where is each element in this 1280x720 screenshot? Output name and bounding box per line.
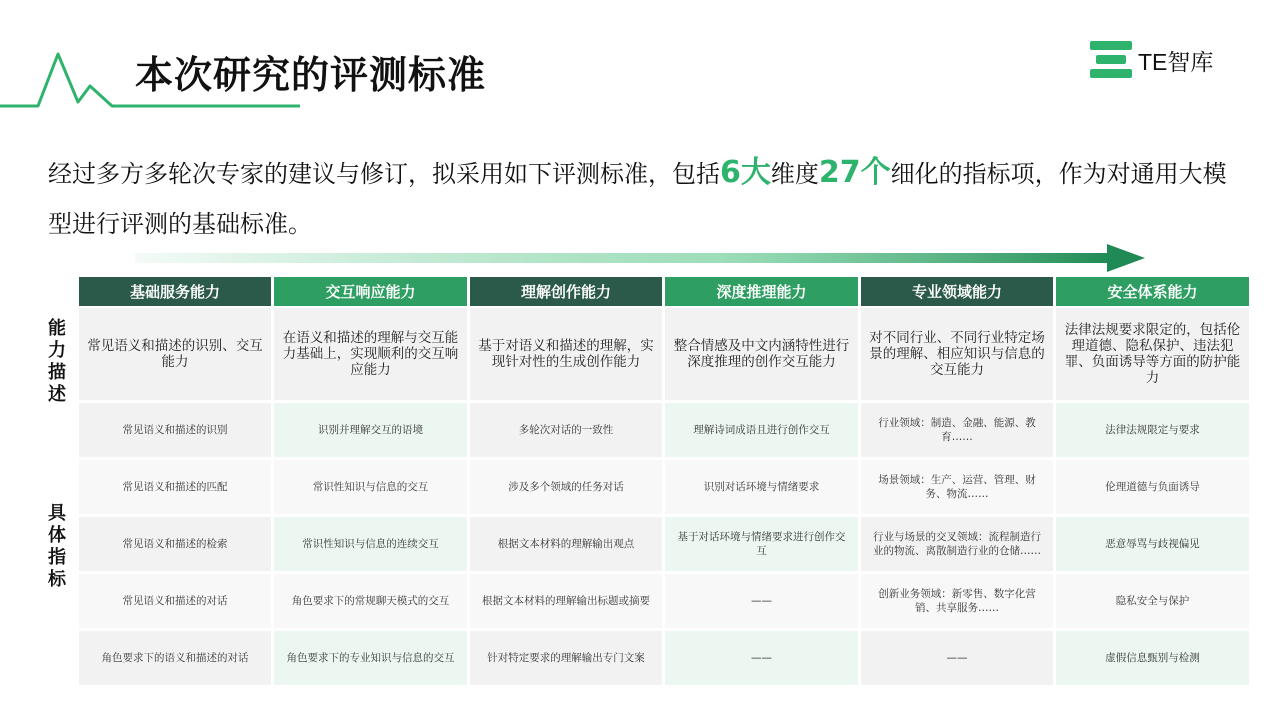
- criteria-table: [79, 277, 1249, 688]
- ability-description-cell: 常见语义和描述的识别、交互能力: [79, 308, 271, 403]
- indicator-cell: 根据文本材料的理解输出标题或摘要: [470, 574, 662, 631]
- indicator-cell: 理解诗词成语且进行创作交互: [665, 403, 858, 460]
- indicator-cell: 涉及多个领域的任务对话: [470, 460, 662, 517]
- indicator-cell: 隐私安全与保护: [1056, 574, 1249, 631]
- intro-text-2: 维度: [770, 160, 819, 188]
- indicator-cell: 识别并理解交互的语境: [274, 403, 467, 460]
- side-label-ability: 能力描述: [48, 318, 66, 405]
- indicator-cell: 创新业务领域：新零售、数字化营销、共享服务……: [861, 574, 1053, 631]
- page-title: 本次研究的评测标准: [135, 53, 487, 97]
- indicator-cell: 伦理道德与负面诱导: [1056, 460, 1249, 517]
- indicator-cell: 角色要求下的常规聊天模式的交互: [274, 574, 467, 631]
- gradient-arrow-icon: [135, 244, 1145, 272]
- ability-description-cell: 在语义和描述的理解与交互能力基础上，实现顺利的交互响应能力: [274, 308, 467, 403]
- indicator-cell: 常识性知识与信息的交互: [274, 460, 467, 517]
- column-header: 深度推理能力: [665, 277, 858, 308]
- indicator-cell: 常见语义和描述的识别: [79, 403, 271, 460]
- intro-highlight-dimensions: 6大: [720, 155, 771, 190]
- indicator-cell: ——: [861, 631, 1053, 688]
- indicator-cell: 基于对话环境与情绪要求进行创作交互: [665, 517, 858, 574]
- logo: [1090, 40, 1213, 80]
- intro-highlight-indicators: 27个: [818, 155, 891, 190]
- column-header: 基础服务能力: [79, 277, 271, 308]
- logo-text: TE智库: [1138, 48, 1214, 75]
- indicator-cell: 针对特定要求的理解输出专门文案: [470, 631, 662, 688]
- ability-description-cell: 对不同行业、不同行业特定场景的理解、相应知识与信息的交互能力: [861, 308, 1053, 403]
- column-header: 交互响应能力: [274, 277, 467, 308]
- intro-paragraph: [48, 148, 1248, 249]
- ability-description-cell: 法律法规要求限定的，包括伦理道德、隐私保护、违法犯罪、负面诱导等方面的防护能力: [1056, 308, 1249, 403]
- indicator-cell: 常见语义和描述的检索: [79, 517, 271, 574]
- indicator-cell: 虚假信息甄别与检测: [1056, 631, 1249, 688]
- intro-text-3: 细化的指标项，作为对通用大模型进行评测的基础标准。: [48, 160, 1227, 238]
- indicator-cell: 识别对话环境与情绪要求: [665, 460, 858, 517]
- ability-description-cell: 整合情感及中文内涵特性进行深度推理的创作交互能力: [665, 308, 858, 403]
- indicator-cell: 角色要求下的专业知识与信息的交互: [274, 631, 467, 688]
- indicator-cell: 恶意辱骂与歧视偏见: [1056, 517, 1249, 574]
- indicator-cell: 常见语义和描述的匹配: [79, 460, 271, 517]
- column-header: 理解创作能力: [470, 277, 662, 308]
- indicator-cell: 常见语义和描述的对话: [79, 574, 271, 631]
- column-header: 专业领域能力: [861, 277, 1053, 308]
- indicator-cell: 多轮次对话的一致性: [470, 403, 662, 460]
- logo-mark-icon: [1090, 40, 1132, 80]
- side-label-indicators: 具体指标: [48, 503, 66, 590]
- indicator-cell: 法律法规限定与要求: [1056, 403, 1249, 460]
- indicator-cell: 行业领域：制造、金融、能源、教育……: [861, 403, 1053, 460]
- indicator-cell: ——: [665, 631, 858, 688]
- indicator-cell: ——: [665, 574, 858, 631]
- column-header: 安全体系能力: [1056, 277, 1249, 308]
- ability-description-cell: 基于对语义和描述的理解，实现针对性的生成创作能力: [470, 308, 662, 403]
- indicator-cell: 常识性知识与信息的连续交互: [274, 517, 467, 574]
- indicator-cell: 行业与场景的交叉领域：流程制造行业的物流、离散制造行业的仓储……: [861, 517, 1053, 574]
- intro-text-1: 经过多方多轮次专家的建议与修订，拟采用如下评测标准，包括: [48, 160, 720, 188]
- indicator-cell: 根据文本材料的理解输出观点: [470, 517, 662, 574]
- indicator-cell: 角色要求下的语义和描述的对话: [79, 631, 271, 688]
- indicator-cell: 场景领域：生产、运营、管理、财务、物流……: [861, 460, 1053, 517]
